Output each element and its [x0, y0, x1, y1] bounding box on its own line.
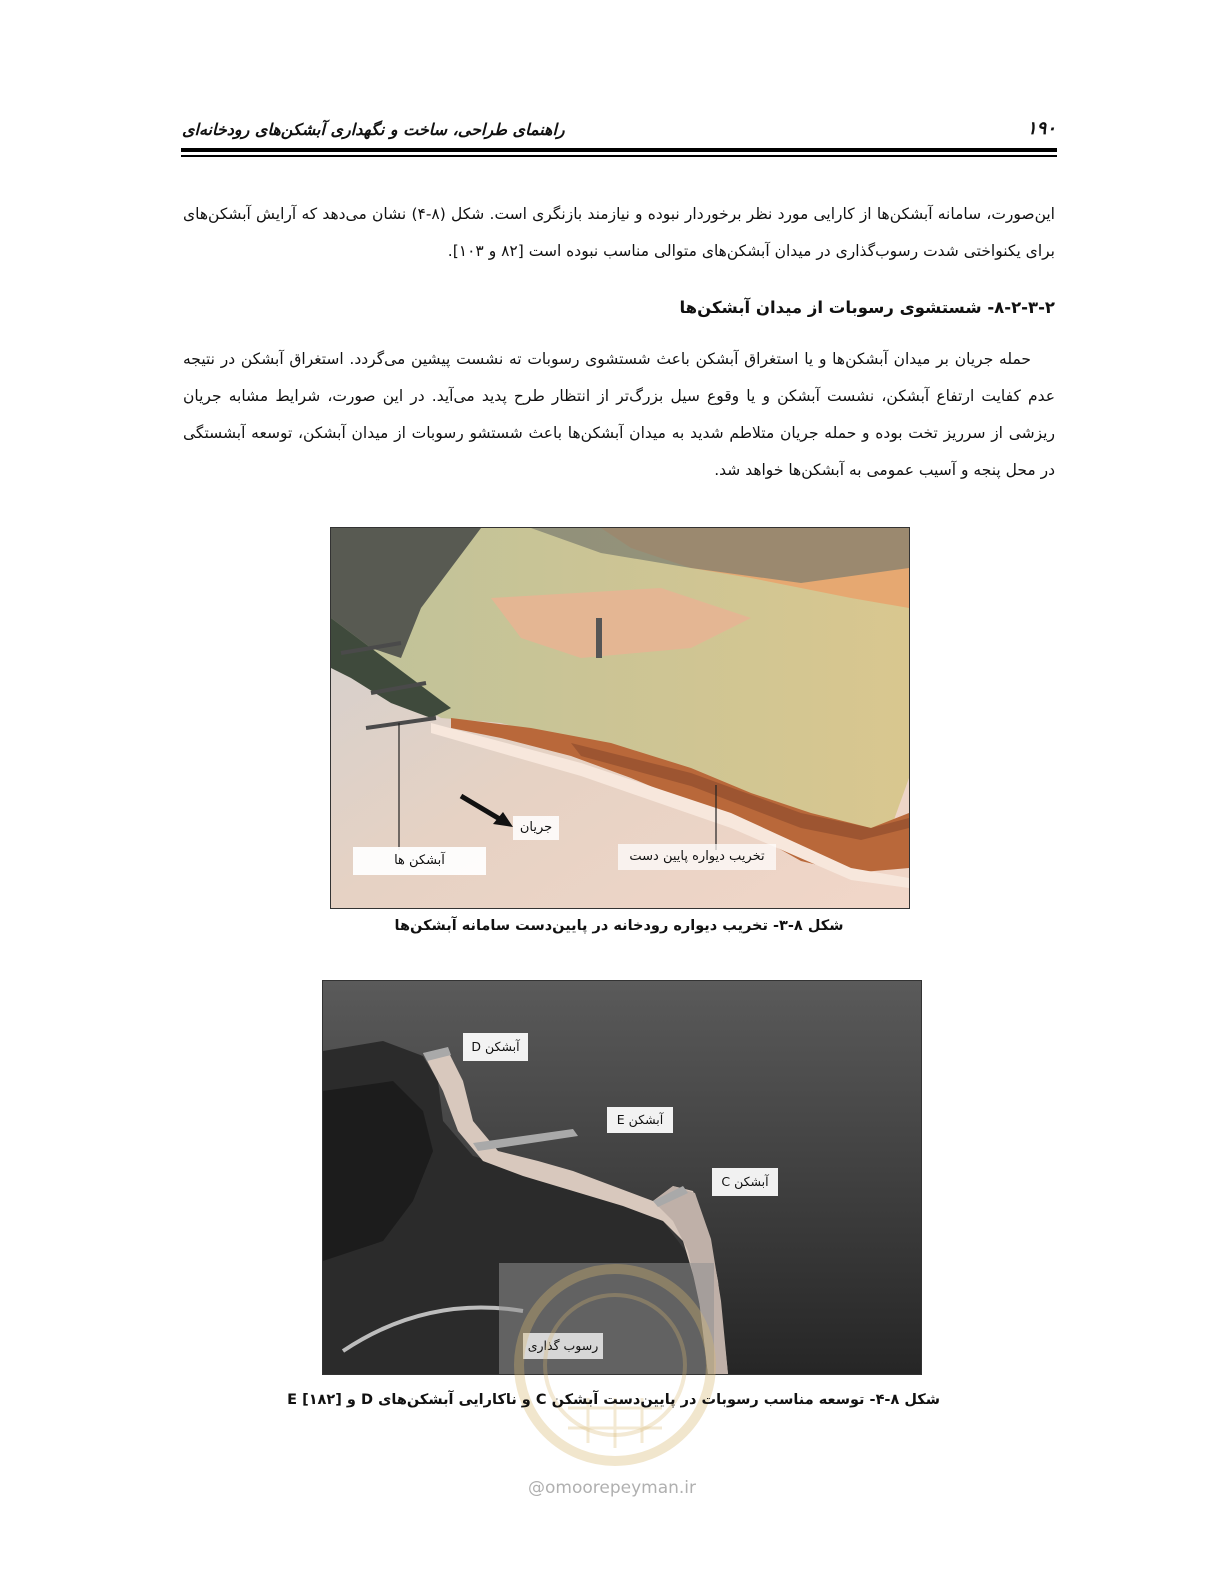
- label-flow: جریان: [519, 820, 553, 835]
- header-rule-thick: [181, 148, 1057, 152]
- watermark-url: @omoorepeyman.ir: [527, 1478, 697, 1498]
- running-header-title: راهنمای طراحی، ساخت و نگهداری آبشکن‌های رودخانه‌ای: [182, 120, 565, 139]
- page-number: ۱۹۰: [1026, 118, 1056, 139]
- paragraph-1: این‌صورت، سامانه آبشکن‌ها از کارایی مورد نظر برخوردار نبوده و نیازمند بازنگری است. شکل (۸-۴) نشان می‌دهد که آرایش آبشکن‌های برای یکنواختی شدت رسوب‌گذاری در میدان آبشکن‌های متوالی مناسب نبوده است [۸۲ و ۱۰۳].: [183, 205, 1055, 260]
- paragraph-2: حمله جریان بر میدان آبشکن‌ها و یا استغراق آبشکن باعث شستشوی رسوبات ته نشست پیشین می‌گردد. استغراق آبشکن در نتیجه عدم کفایت ارتفاع آبشکن، نشست آبشکن و یا وقوع سیل بزرگ‌تر از انتظار طرح پدید می‌آید. در این صورت، شرایط مشابه جریان ریزشی از سرریز تخت بوده و حمله جریان متلاطم شدید به میدان آبشکن‌ها باعث شستشو رسوبات از میدان آبشکن، توسعه آبشستگی در محل پنجه و آسیب عمومی به آبشکن‌ها خواهد شد.: [183, 350, 1055, 479]
- figure-1-photo: [330, 527, 910, 909]
- label-groyne-c: آبشکن C: [721, 1174, 769, 1189]
- figure-1-caption: شکل ۸-۳- تخریب دیواره رودخانه در پایین‌دست سامانه آبشکن‌ها: [394, 918, 844, 934]
- label-groyne-d: آبشکن D: [471, 1039, 520, 1054]
- figure-2-aerial-image: [323, 981, 921, 1374]
- label-bank-damage: تخریب دیواره پایین دست: [629, 849, 765, 864]
- figure-2-caption: شکل ۸-۴- توسعه مناسب رسوبات در پایین‌دست آبشکن C و ناکارایی آبشکن‌های D و E [۱۸۲]: [287, 1392, 940, 1408]
- label-sedimentation: رسوب گذاری: [527, 1338, 599, 1353]
- label-groyne-e: آبشکن E: [616, 1112, 664, 1127]
- label-groynes: آبشکن ها: [394, 853, 445, 868]
- section-heading: ۸-۲-۳-۲- شستشوی رسوبات از میدان آبشکن‌ها: [679, 298, 1055, 317]
- figure-2-photo: [322, 980, 922, 1375]
- header-rule-thin: [181, 155, 1057, 157]
